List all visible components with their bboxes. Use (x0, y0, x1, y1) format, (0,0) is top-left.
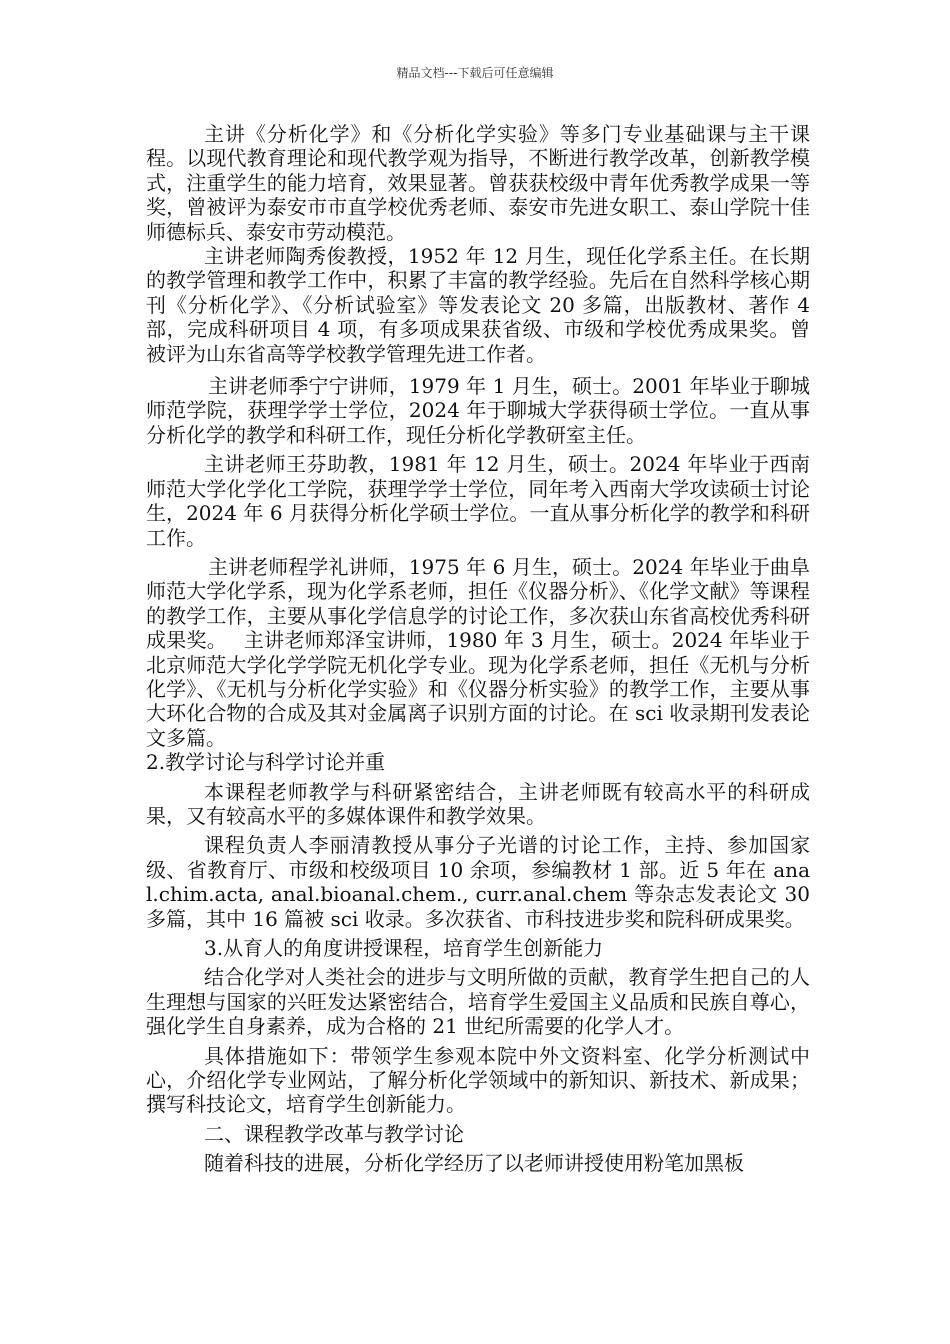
paragraph-teacher-tao: 主讲老师陶秀俊教授，1952 年 12 月生，现任化学系主任。在长期的教学管理和教学工作中，积累了丰富的教学经验。先后在自然科学核心期刊《分析化学》、《分析试验室》等发表论文 20 多篇，出版教材、著作 4 部，完成科研项目 4 项，有多项成果获省级、市级和学校优秀成果奖。曾被评为山东省高等学校教学管理先进工作者。 (146, 244, 810, 366)
paragraph-teacher-wang: 主讲老师王芬助教，1981 年 12 月生，硕士。2024 年毕业于西南师范大学化学化工学院，获理学学士学位，同年考入西南大学攻读硕士讨论生，2024 年 6 月获得分析化学硕士学位。一直从事分析化学的教学和科研工作。 (146, 452, 810, 550)
paragraph-teacher-ji: 主讲老师季宁宁讲师，1979 年 1 月生，硕士。2001 年毕业于聊城师范学院，获理学学士学位，2024 年于聊城大学获得硕士学位。一直从事分析化学的教学和科研工作，现任分析化学教研室主任。 (146, 374, 810, 447)
paragraph-education-goal: 结合化学对人类社会的进步与文明所做的贡献，教育学生把自己的人生理想与国家的兴旺发达紧密结合，培育学生爱国主义品质和民族自尊心，强化学生自身素养，成为合格的 21 世纪所需要的化学人才。 (146, 965, 810, 1039)
page-header: 精品文档---下载后可任意编辑 (396, 66, 554, 80)
paragraph-teacher-cheng-zheng: 主讲老师程学礼讲师，1975 年 6 月生，硕士。2024 年毕业于曲阜师范大学化学系，现为化学系老师，担任《仪器分析》、《化学文献》等课程的教学工作，主要从事化学信息学的讨论工作，多次获山东省高校优秀科研成果奖。 主讲老师郑泽宝讲师，1980 年 3 月生，硕士。2024 年毕业于北京师范大学化学学院无机化学专业。现为化学系老师，担任《无机与分析化学》、《无机与分析化学实验》和《仪器分析实验》的教学工作，主要从事大环化合物的合成及其对金属离子识别方面的讨论。在 sci 收录期刊发表论文多篇。 (146, 554, 810, 750)
section-heading-2: 2.教学讨论与科学讨论并重 (146, 750, 386, 775)
section-heading-reform: 二、课程教学改革与教学讨论 (204, 1121, 464, 1146)
paragraph-leader-li: 课程负责人李丽清教授从事分子光谱的讨论工作，主持、参加国家级、省教育厅、市级和校级项目 10 余项，参编教材 1 部。近 5 年在 anal.chim.acta, anal.bioanal.chem., curr.anal.chem 等杂志发表论文 30 多篇，其中 16 篇被 sci 收录。多次获省、市科技进步奖和院科研成果奖。 (146, 833, 810, 931)
paragraph-tech-progress: 随着科技的进展，分析化学经历了以老师讲授使用粉笔加黑板 (204, 1151, 744, 1176)
paragraph-measures: 具体措施如下：带领学生参观本院中外文资料室、化学分析测试中心，介绍化学专业网站，了解分析化学领域中的新知识、新技术、新成果；撰写科技论文，培育学生创新能力。 (146, 1043, 810, 1117)
document-body (146, 122, 810, 1176)
paragraph-research-teaching: 本课程老师教学与科研紧密结合，主讲老师既有较高水平的科研成果，又有较高水平的多媒体课件和教学效果。 (146, 779, 810, 828)
section-heading-3: 3.从育人的角度讲授课程，培育学生创新能力 (204, 936, 604, 960)
paragraph-course-intro: 主讲《分析化学》和《分析化学实验》等多门专业基础课与主干课程。以现代教育理论和现代教学观为指导，不断进行教学改革，创新教学模式，注重学生的能力培育，效果显著。曾获获校级中青年优秀教学成果一等奖，曾被评为泰安市市直学校优秀老师、泰安市先进女职工、泰山学院十佳师德标兵、泰安市劳动模范。 (146, 122, 810, 244)
